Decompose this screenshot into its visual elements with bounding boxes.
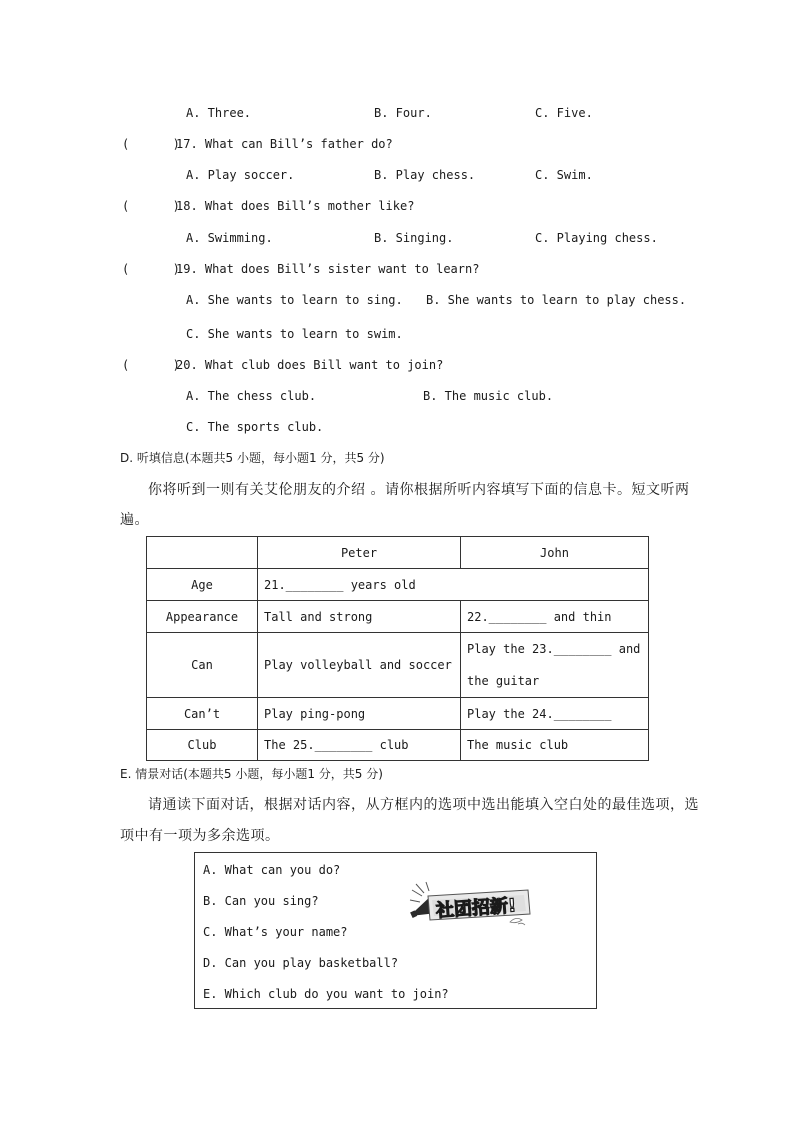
question-17-number: 17. What can Bill’s father do? (176, 137, 393, 151)
peter-age-cell: 21.________ years old (258, 569, 649, 601)
table-row-can (147, 633, 649, 698)
q16-option-c: C. Five. (535, 106, 593, 120)
q18-option-b: B. Singing. (374, 231, 454, 245)
row-label: Can’t (147, 698, 258, 730)
info-card-table (146, 536, 649, 761)
section-d-heading: D. 听填信息(本题共5 小题，每小题1 分，共5 分) (120, 451, 385, 465)
table-header-john: John (461, 537, 649, 569)
q17-option-b: B. Play chess. (374, 168, 476, 182)
question-text: What can Bill’s father do? (204, 137, 393, 151)
answer-bracket-18: ( ) (122, 199, 180, 213)
options-box (194, 852, 597, 1009)
answer-bracket-20: ( ) (122, 358, 180, 372)
john-club-cell: The music club (461, 730, 649, 761)
club-recruitment-badge (406, 880, 534, 930)
table-header-peter: Peter (258, 537, 461, 569)
megaphone-icon (406, 880, 534, 930)
q19-option-b: B. She wants to learn to play chess. (426, 293, 687, 307)
question-number: 20 (176, 358, 191, 372)
q17-option-a: A. Play soccer. (186, 168, 295, 182)
badge-text: 社团招新! (435, 895, 517, 922)
question-number: 17 (176, 137, 191, 151)
question-19: 19. What does Bill’s sister want to learn? (176, 262, 480, 276)
option-d: D. Can you play basketball? (203, 956, 399, 970)
question-text: What does Bill’s mother like? (204, 199, 415, 213)
table-header-blank (147, 537, 258, 569)
q20-option-a: A. The chess club. (186, 389, 317, 403)
question-number: 19 (176, 262, 191, 276)
option-c: C. What’s your name? (203, 925, 348, 939)
q16-option-b: B. Four. (374, 106, 432, 120)
section-d-instruction-1: 你将听到一则有关艾伦朋友的介绍 。请你根据所听内容填写下面的信息卡。短文听两 (148, 482, 690, 498)
john-appearance-cell: 22.________ and thin (461, 601, 649, 633)
question-18: 18. What does Bill’s mother like? (176, 199, 415, 213)
row-label: Age (147, 569, 258, 601)
option-b: B. Can you sing? (203, 894, 319, 908)
table-row-appearance (147, 601, 649, 633)
q20-option-c: C. The sports club. (186, 420, 324, 434)
peter-can-cell: Play volleyball and soccer (258, 633, 461, 698)
peter-club-cell: The 25.________ club (258, 730, 461, 761)
q16-option-a: A. Three. (186, 106, 252, 120)
section-d-instruction-2: 遍。 (120, 512, 149, 528)
question-text: What does Bill’s sister want to learn? (204, 262, 480, 276)
answer-bracket-19: ( ) (122, 262, 180, 276)
q17-option-c: C. Swim. (535, 168, 593, 182)
option-a: A. What can you do? (203, 863, 341, 877)
peter-cant-cell: Play ping-pong (258, 698, 461, 730)
peter-appearance-cell: Tall and strong (258, 601, 461, 633)
question-number: 18 (176, 199, 191, 213)
section-e-instruction-2: 项中有一项为多余选项。 (120, 828, 280, 844)
table-header-row (147, 537, 649, 569)
q19-option-a: A. She wants to learn to sing. (186, 293, 403, 307)
row-label: Club (147, 730, 258, 761)
table-row-cant (147, 698, 649, 730)
question-text: What club does Bill want to join? (204, 358, 444, 372)
table-row-club (147, 730, 649, 761)
option-e: E. Which club do you want to join? (203, 987, 449, 1001)
question-20: 20. What club does Bill want to join? (176, 358, 444, 372)
row-label: Can (147, 633, 258, 698)
john-can-cell: Play the 23.________ and the guitar (461, 633, 649, 698)
section-e-heading: E. 情景对话(本题共5 小题，每小题1 分，共5 分) (120, 767, 383, 781)
q18-option-c: C. Playing chess. (535, 231, 658, 245)
section-e-instruction-1: 请通读下面对话，根据对话内容，从方框内的选项中选出能填入空白处的最佳选项，选 (148, 797, 699, 813)
answer-bracket-17: ( ) (122, 137, 180, 151)
table-row-age (147, 569, 649, 601)
q20-option-b: B. The music club. (423, 389, 554, 403)
row-label: Appearance (147, 601, 258, 633)
john-cant-cell: Play the 24.________ (461, 698, 649, 730)
q19-option-c: C. She wants to learn to swim. (186, 327, 403, 341)
q18-option-a: A. Swimming. (186, 231, 273, 245)
